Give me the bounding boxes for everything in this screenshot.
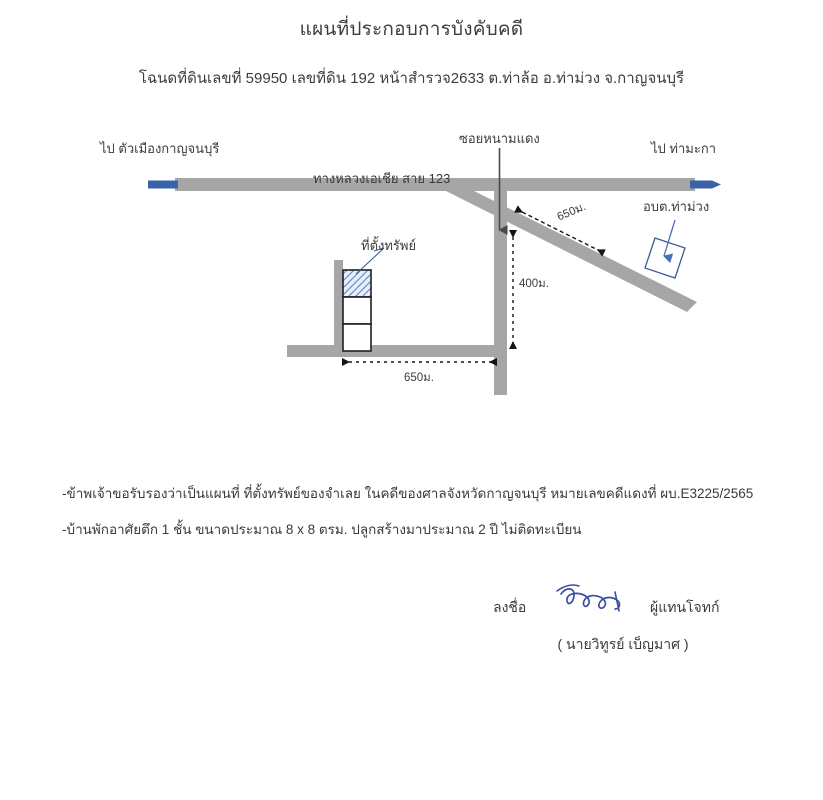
page-title: แผนที่ประกอบการบังคับคดี xyxy=(299,19,524,40)
property-cell-bottom xyxy=(343,324,371,351)
signatory-name: ( นายวิทูรย์ เบ็ญมาศ ) xyxy=(557,636,689,652)
bottom-road-band xyxy=(287,345,500,357)
signature-row xyxy=(493,594,753,620)
handwritten-signature xyxy=(555,582,645,616)
vertical-distance-label: 400ม. xyxy=(519,278,549,290)
property-location-label: ที่ตั้งทรัพย์ xyxy=(361,238,417,253)
office-name-label: อบต.ท่าม่วง xyxy=(643,199,710,214)
soi-name-label: ซอยหนามแดง xyxy=(459,131,540,146)
signature-label: ลงชื่อ xyxy=(493,599,527,615)
document-subtitle: โฉนดที่ดินเลขที่ 59950 เลขที่ดิน 192 หน้าสำรวจ2633 ต.ท่าล้อ อ.ท่าม่วง จ.กาญจนบุรี xyxy=(138,70,685,87)
property-access-road xyxy=(334,260,343,350)
property-cell-top xyxy=(343,270,371,297)
horizontal-distance-label: 650ม. xyxy=(404,372,434,384)
diagonal-distance-label: 650ม. xyxy=(555,200,588,224)
map-diagram xyxy=(0,120,823,420)
signature-role-label: ผู้แทนโจทก์ xyxy=(650,599,720,615)
highway-name-label: ทางหลวงเอเชีย สาย 123 xyxy=(313,171,451,186)
right-direction-label: ไป ท่ามะกา xyxy=(651,141,716,156)
office-building-box xyxy=(645,238,685,278)
certification-line-2: -บ้านพักอาศัยตึก 1 ชั้น ขนาดประมาณ 8 x 8 ตรม. ปลูกสร้างมาประมาณ 2 ปี ไม่ติดทะเบียน xyxy=(62,522,582,537)
property-cell-middle xyxy=(343,297,371,324)
certification-line-1: -ข้าพเจ้าขอรับรองว่าเป็นแผนที่ ที่ตั้งทรัพย์ของจำเลย ในคดีของศาลจังหวัดกาญจนบุรี หมายเลขคดีแดงที่ ผบ.E3225/2565 xyxy=(62,486,754,501)
left-direction-label: ไป ตัวเมืองกาญจนบุรี xyxy=(100,141,220,156)
soi-road-band xyxy=(494,184,507,395)
